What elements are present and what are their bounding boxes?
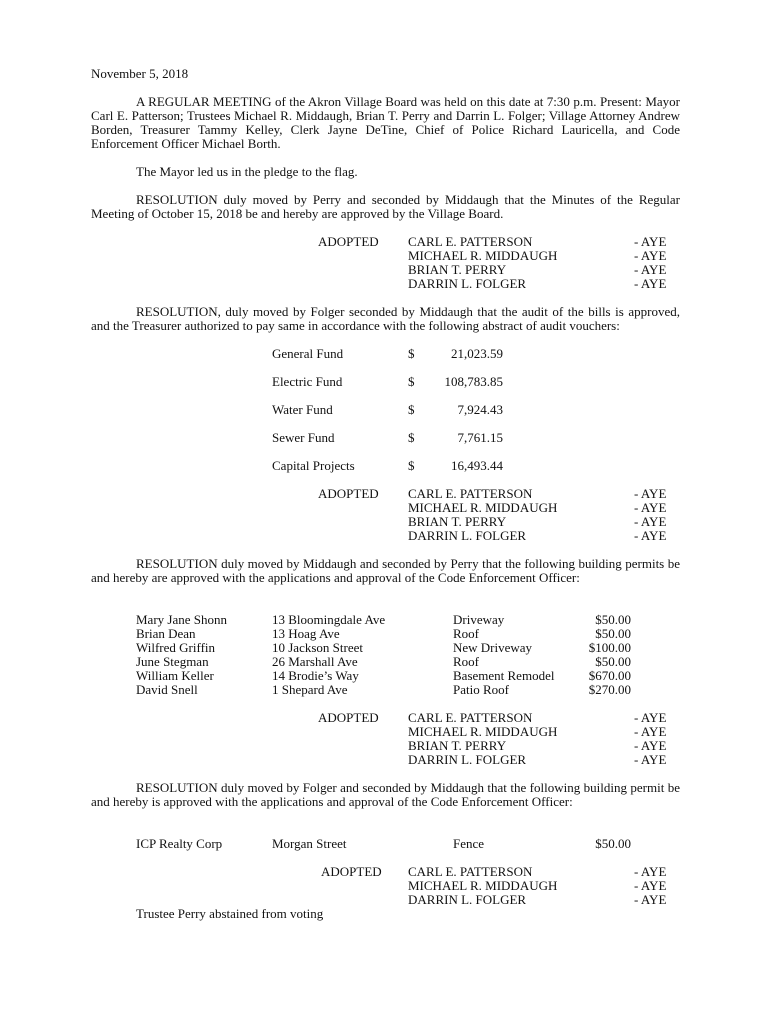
permit-type: Roof <box>453 626 479 641</box>
vote-value: - AYE <box>634 724 667 739</box>
permit-type: Driveway <box>453 612 505 627</box>
voter-name: MICHAEL R. MIDDAUGH <box>408 878 558 893</box>
table-row <box>136 627 636 641</box>
fund-name: Water Fund <box>272 402 333 417</box>
vote-value: - AYE <box>634 892 667 907</box>
fund-amount: 21,023.59 <box>451 346 503 361</box>
permit-address: 13 Bloomingdale Ave <box>272 612 386 627</box>
fund-currency: $ <box>408 430 415 445</box>
permit-fee: $50.00 <box>595 612 631 627</box>
vote-value: - AYE <box>634 514 667 529</box>
voter-name: DARRIN L. FOLGER <box>408 752 527 767</box>
fund-name: Electric Fund <box>272 374 343 389</box>
resolution-permits: RESOLUTION duly moved by Middaugh and seconded by Perry that the following building permits be and hereby are approved with the applications and approval of the Code Enforcement Officer: <box>91 556 680 585</box>
table-row <box>136 655 636 669</box>
fund-amount: 7,924.43 <box>457 402 503 417</box>
fund-amount: 16,493.44 <box>451 458 503 473</box>
permit-address: 10 Jackson Street <box>272 640 363 655</box>
abstain-note: Trustee Perry abstained from voting <box>136 906 324 921</box>
voter-name: DARRIN L. FOLGER <box>408 276 527 291</box>
vote-value: - AYE <box>634 234 667 249</box>
permit-fee: $100.00 <box>588 640 631 655</box>
permit-address: 26 Marshall Ave <box>272 654 358 669</box>
voter-name: BRIAN T. PERRY <box>408 514 507 529</box>
voter-name: BRIAN T. PERRY <box>408 262 507 277</box>
fund-currency: $ <box>408 374 415 389</box>
table-row <box>136 683 636 697</box>
permit-name: Wilfred Griffin <box>136 640 216 655</box>
voter-name: CARL E. PATTERSON <box>408 864 533 879</box>
permit2-table <box>136 837 636 851</box>
permit-type: Roof <box>453 654 479 669</box>
vote-value: - AYE <box>634 752 667 767</box>
vote-value: - AYE <box>634 500 667 515</box>
permit-type: Fence <box>453 836 485 851</box>
permit-name: ICP Realty Corp <box>136 836 223 851</box>
fund-currency: $ <box>408 458 415 473</box>
permit-fee: $50.00 <box>595 626 631 641</box>
permit-address: 13 Hoag Ave <box>272 626 340 641</box>
permits-table <box>136 613 636 697</box>
adopted-label: ADOPTED <box>318 486 379 501</box>
permit-name: Brian Dean <box>136 626 196 641</box>
vote-value: - AYE <box>634 528 667 543</box>
table-row <box>136 613 636 627</box>
voter-name: CARL E. PATTERSON <box>408 486 533 501</box>
vote-value: - AYE <box>634 864 667 879</box>
resolution-minutes: RESOLUTION duly moved by Perry and seconded by Middaugh that the Minutes of the Regular Meeting of October 15, 2018 be and hereby are approved by the Village Board. <box>91 192 680 221</box>
voter-name: DARRIN L. FOLGER <box>408 892 527 907</box>
fund-name: Capital Projects <box>272 458 355 473</box>
fund-amount: 108,783.85 <box>444 374 503 389</box>
vote-value: - AYE <box>634 710 667 725</box>
vote-value: - AYE <box>634 486 667 501</box>
permit-fee: $50.00 <box>595 654 631 669</box>
voter-name: MICHAEL R. MIDDAUGH <box>408 724 558 739</box>
adopted-label: ADOPTED <box>318 710 379 725</box>
fund-amount: 7,761.15 <box>457 430 503 445</box>
permit-fee: $670.00 <box>588 668 631 683</box>
adopted-label: ADOPTED <box>318 234 379 249</box>
permit-fee: $270.00 <box>588 682 631 697</box>
permit-type: New Driveway <box>453 640 533 655</box>
resolution-permit2: RESOLUTION duly moved by Folger and seconded by Middaugh that the following building permit be and hereby is approved with the applications and approval of the Code Enforcement Officer: <box>91 780 680 809</box>
intro-paragraph: A REGULAR MEETING of the Akron Village Board was held on this date at 7:30 p.m. Present: Mayor Carl E. Patterson; Trustees Michael R. Middaugh, Brian T. Perry and Darrin L. Folger; Village Attorney Andrew Borden, Treasurer Tammy Kelley, Clerk Jayne DeTine, Chief of Police Richard Lauricella, and Code Enforcement Officer Michael Borth. <box>91 94 680 151</box>
vote-value: - AYE <box>634 248 667 263</box>
permit-address: 1 Shepard Ave <box>272 682 348 697</box>
fund-name: General Fund <box>272 346 344 361</box>
vote-value: - AYE <box>634 878 667 893</box>
fund-currency: $ <box>408 402 415 417</box>
voter-name: DARRIN L. FOLGER <box>408 528 527 543</box>
permit-name: June Stegman <box>136 654 209 669</box>
fund-name: Sewer Fund <box>272 430 335 445</box>
meeting-date: November 5, 2018 <box>91 66 189 81</box>
fund-currency: $ <box>408 346 415 361</box>
voter-name: MICHAEL R. MIDDAUGH <box>408 248 558 263</box>
table-row <box>136 837 636 851</box>
permit-type: Patio Roof <box>453 682 509 697</box>
voter-name: CARL E. PATTERSON <box>408 234 533 249</box>
resolution-audit: RESOLUTION, duly moved by Folger seconded by Middaugh that the audit of the bills is approved, and the Treasurer authorized to pay same in accordance with the following abstract of audit vouchers: <box>91 304 680 333</box>
voter-name: MICHAEL R. MIDDAUGH <box>408 500 558 515</box>
vote-value: - AYE <box>634 262 667 277</box>
voter-name: CARL E. PATTERSON <box>408 710 533 725</box>
vote-value: - AYE <box>634 276 667 291</box>
adopted-label: ADOPTED <box>321 864 382 879</box>
permit-name: David Snell <box>136 682 198 697</box>
pledge-text: The Mayor led us in the pledge to the flag. <box>136 164 358 179</box>
permit-address: Morgan Street <box>272 836 347 851</box>
voter-name: BRIAN T. PERRY <box>408 738 507 753</box>
permit-address: 14 Brodie’s Way <box>272 668 359 683</box>
permit-type: Basement Remodel <box>453 668 555 683</box>
table-row <box>136 641 636 655</box>
permit-fee: $50.00 <box>595 836 631 851</box>
permit-name: William Keller <box>136 668 214 683</box>
permit-name: Mary Jane Shonn <box>136 612 227 627</box>
table-row <box>136 669 636 683</box>
vote-value: - AYE <box>634 738 667 753</box>
